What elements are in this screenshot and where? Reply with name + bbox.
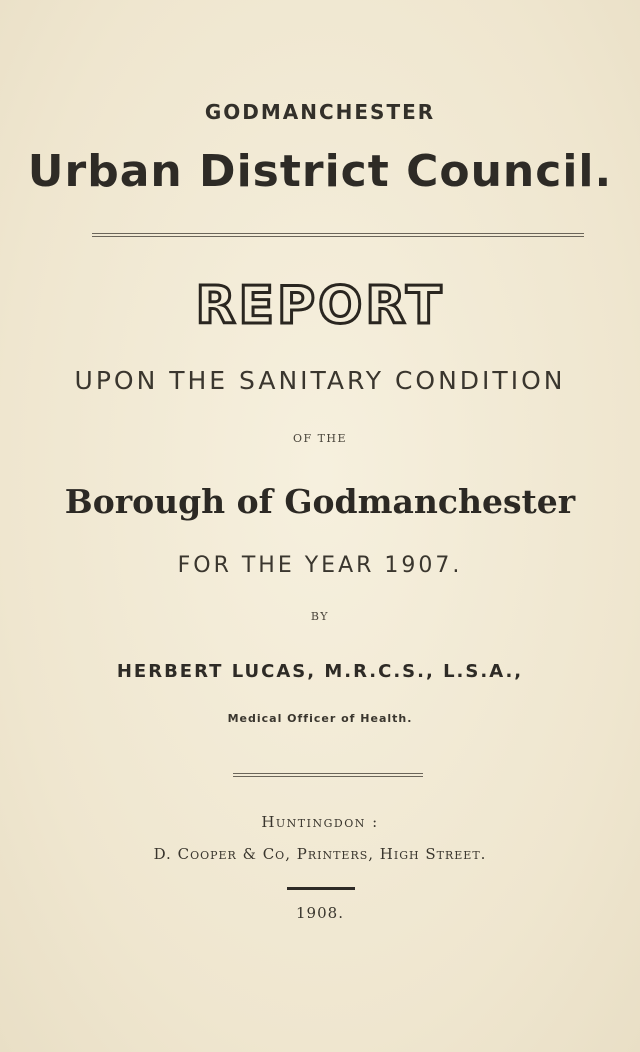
short-rule [287,887,355,890]
author-role: Medical Officer of Health. [227,712,413,725]
council-title: Urban District Council. [27,146,613,197]
author-name: HERBERT LUCAS, M.R.C.S., L.S.A., [116,661,524,682]
imprint-printer: D. Cooper & Co, Printers, High Street. [153,845,487,863]
top-double-rule [92,233,584,237]
imprint-date: 1908. [296,904,344,922]
imprint-place: Huntingdon : [261,813,379,831]
report-subtitle: UPON THE SANITARY CONDITION [74,366,566,395]
report-heading: REPORT [195,276,445,336]
by-connector: BY [310,610,330,623]
of-the-connector: OF THE [292,432,348,445]
middle-double-rule [233,773,423,777]
town-name: GODMANCHESTER [204,100,436,124]
report-year: FOR THE YEAR 1907. [177,553,463,578]
borough-title: Borough of Godmanchester [64,482,576,521]
